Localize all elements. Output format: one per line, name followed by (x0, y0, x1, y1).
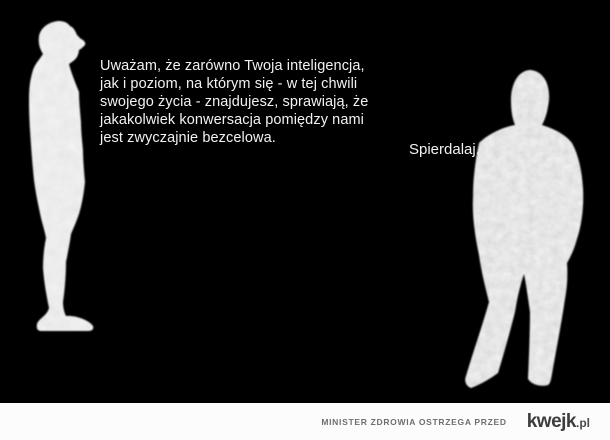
left-speech-text (100, 57, 368, 147)
kwejk-logo-name: kwejk (526, 410, 576, 432)
thin-man-silhouette (25, 18, 97, 334)
right-speech-text: Spierdalaj. (409, 141, 480, 158)
large-man-silhouette (460, 64, 590, 394)
speech-line: jakakolwiek konwersacja pomiędzy nami (100, 112, 365, 128)
footer-bar (0, 403, 610, 440)
health-warning-text: MINISTER ZDROWIA OSTRZEGA PRZED (321, 416, 507, 427)
speech-line: jak i poziom, na którym się - w tej chwili (100, 76, 358, 92)
speech-line: jest zwyczajnie bezcelowa. (100, 130, 276, 146)
speech-line: swojego życia - znajdujesz, sprawiają, że (100, 94, 369, 110)
kwejk-logo-tld: .pl (576, 415, 590, 430)
speech-line: Uważam, że zarówno Twoja inteligencja, (100, 58, 365, 74)
kwejk-logo (527, 411, 590, 433)
